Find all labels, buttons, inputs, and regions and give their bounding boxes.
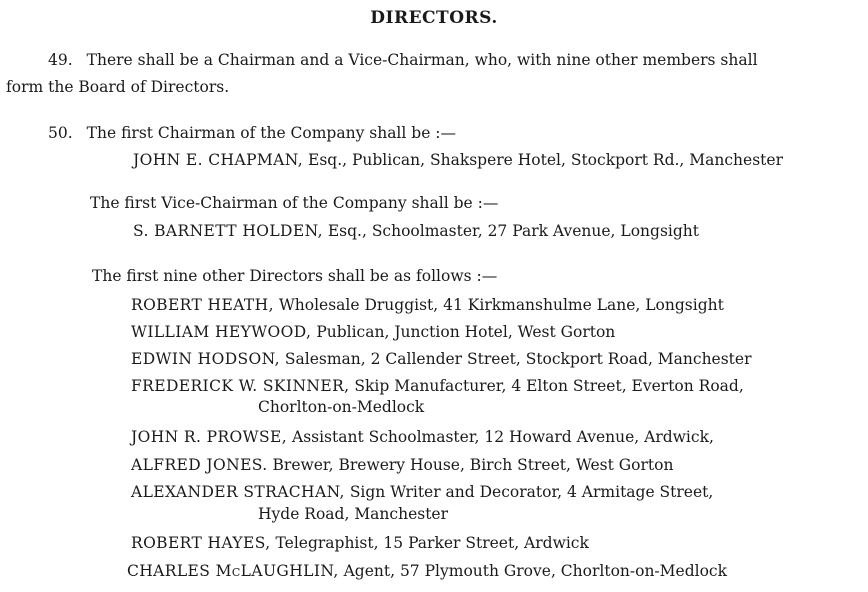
director-detail: Publican, Junction Hotel, West Gorton [316, 323, 616, 341]
vice-chairman-name: S. BARNETT HOLDEN, [133, 222, 323, 240]
paragraph-number: 49. [48, 51, 73, 69]
director-detail: Assistant Schoolmaster, 12 Howard Avenue, Ardwick, [292, 428, 714, 446]
paragraph-49-line-1 [48, 50, 758, 70]
director-name: WILLIAM HEYWOOD, [131, 323, 312, 341]
director-detail: Sign Writer and Decorator, 4 Armitage Street, [349, 483, 714, 501]
director-detail: Brewer, Brewery House, Birch Street, West Gorton [272, 456, 674, 474]
director-name: CHARLES McLAUGHLIN, [127, 562, 339, 580]
director-entry [131, 295, 724, 315]
chairman-intro: The first Chairman of the Company shall be :— [86, 124, 457, 142]
director-detail: Telegraphist, 15 Parker Street, Ardwick [275, 534, 589, 552]
director-entry [131, 533, 589, 553]
director-name: ROBERT HEATH, [131, 296, 274, 314]
vice-chairman-entry [133, 221, 699, 241]
chairman-detail: Esq., Publican, Shakspere Hotel, Stockport Rd., Manchester [308, 151, 783, 169]
director-detail: Agent, 57 Plymouth Grove, Chorlton-on-Medlock [343, 562, 727, 580]
director-name: EDWIN HODSON, [131, 350, 280, 368]
director-entry [131, 349, 752, 369]
chairman-entry [133, 150, 783, 170]
director-entry [127, 561, 727, 581]
director-name: ALFRED JONES. [131, 456, 268, 474]
directors-intro: The first nine other Directors shall be as follows :— [92, 267, 498, 285]
director-detail: Salesman, 2 Callender Street, Stockport Road, Manchester [284, 350, 752, 368]
vice-chairman-detail: Esq., Schoolmaster, 27 Park Avenue, Longsight [327, 222, 699, 240]
director-entry [131, 482, 713, 502]
page-title: DIRECTORS. [370, 8, 498, 28]
chairman-name: JOHN E. CHAPMAN, [133, 151, 304, 169]
director-detail: Skip Manufacturer, 4 Elton Street, Everton Road, [354, 377, 744, 395]
director-entry [131, 376, 744, 396]
director-detail-continued: Hyde Road, Manchester [258, 505, 449, 523]
director-name: ALEXANDER STRACHAN, [131, 483, 345, 501]
director-detail: Wholesale Druggist, 41 Kirkmanshulme Lane, Longsight [278, 296, 724, 314]
paragraph-50-line-1 [48, 123, 456, 143]
paragraph-number: 50. [48, 124, 73, 142]
director-detail-continued: Chorlton-on-Medlock [258, 398, 425, 416]
director-entry [131, 455, 673, 475]
paragraph-49-line-2: form the Board of Directors. [6, 78, 230, 96]
paragraph-text: There shall be a Chairman and a Vice-Chairman, who, with nine other members shall [86, 51, 758, 69]
director-entry [131, 427, 714, 447]
director-name: FREDERICK W. SKINNER, [131, 377, 350, 395]
director-name: JOHN R. PROWSE, [131, 428, 288, 446]
vice-chairman-intro: The first Vice-Chairman of the Company shall be :— [90, 194, 499, 212]
director-name: ROBERT HAYES, [131, 534, 271, 552]
director-entry [131, 322, 615, 342]
